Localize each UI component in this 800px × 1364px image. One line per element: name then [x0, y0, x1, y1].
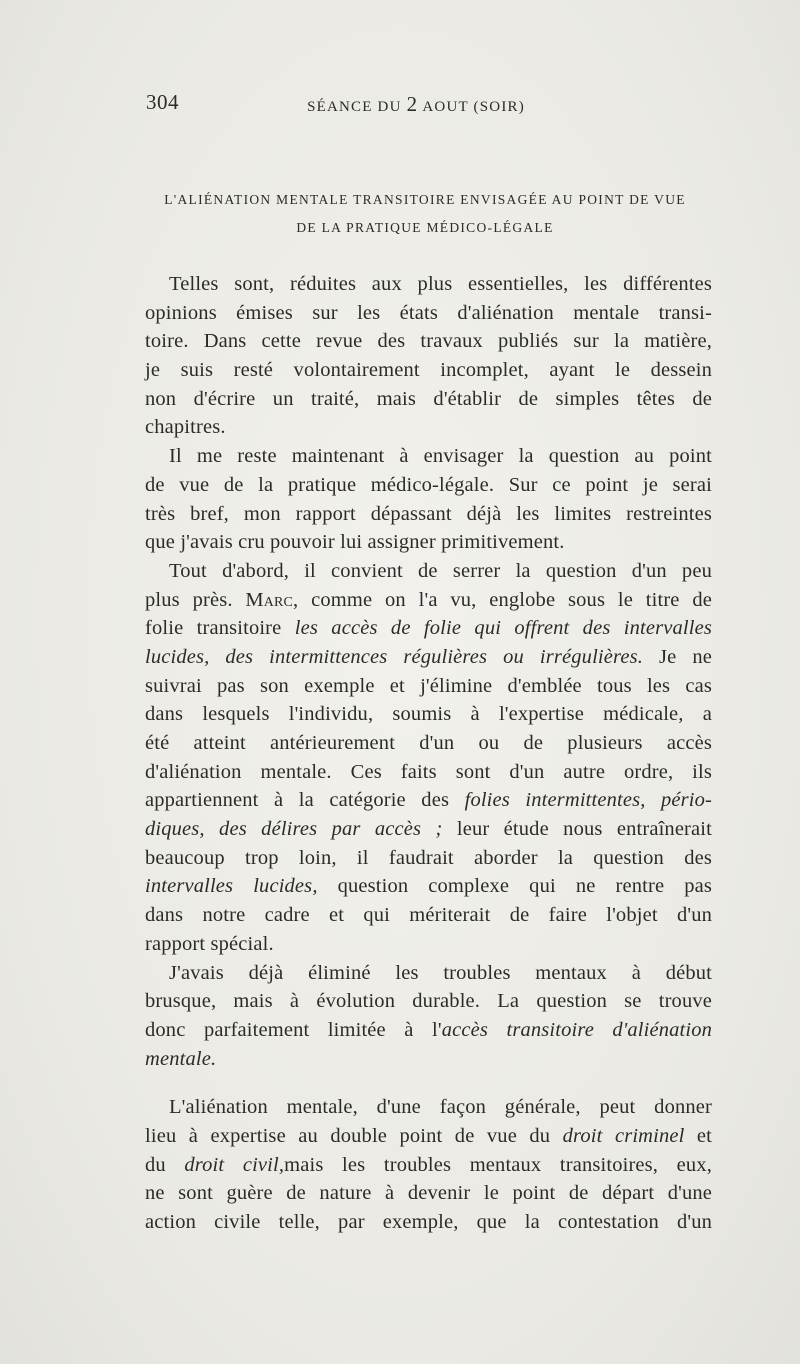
- text-line: Telles sont, réduites aux plus essentielles, les différentes: [169, 273, 712, 295]
- paragraph-gap: [145, 1073, 712, 1093]
- text-line: brusque, mais à évolution durable. La question se trouve: [145, 990, 712, 1013]
- text-line: du droit civil,mais les troubles mentaux transitoires, eux,: [145, 1153, 712, 1176]
- text-line: Tout d'abord, il convient de serrer la question d'un peu: [169, 559, 712, 582]
- text-line: J'avais déjà éliminé les troubles mentaux à début: [169, 961, 712, 984]
- text-line: intervalles lucides, question complexe qui ne rentre pas: [145, 875, 712, 898]
- text-line: opinions émises sur les états d'aliénation mentale transi-: [145, 301, 712, 324]
- chapter-title-line-1: L'ALIÉNATION MENTALE TRANSITOIRE ENVISAGÉE AU POINT DE VUE: [164, 192, 686, 207]
- text-line: non d'écrire un traité, mais d'établir de simples têtes de: [145, 387, 712, 410]
- text-line: donc parfaitement limitée à l'accès transitoire d'aliénation: [145, 1018, 712, 1041]
- text-line: plus près. Marc, comme on l'a vu, englobe sous le titre de: [145, 588, 712, 611]
- chapter-title: [130, 186, 720, 242]
- text-line: été atteint antérieurement d'un ou de plusieurs accès: [145, 732, 712, 754]
- paragraph-2: [145, 442, 712, 557]
- text-line: de vue de la pratique médico-légale. Sur ce point je serai: [145, 473, 712, 496]
- text-line: toire. Dans cette revue des travaux publiés sur la matière,: [145, 330, 712, 353]
- text-line: diques, des délires par accès ; leur étude nous entraînerait: [145, 818, 712, 841]
- text-line: Il me reste maintenant à envisager la question au point: [169, 445, 712, 468]
- text-line: je suis resté volontairement incomplet, ayant le dessein: [145, 359, 712, 382]
- paragraph-4: [145, 959, 712, 1074]
- text-line: dans lesquels l'individu, soumis à l'expertise médicale, a: [145, 703, 712, 726]
- text-line: d'aliénation mentale. Ces faits sont d'un autre ordre, ils: [145, 760, 712, 783]
- paragraph-5: [145, 1093, 712, 1236]
- chapter-title-line-2: DE LA PRATIQUE MÉDICO-LÉGALE: [296, 220, 554, 235]
- running-title: SÉANCE DU 2 AOUT (SOIR): [307, 92, 525, 116]
- text-line: que j'avais cru pouvoir lui assigner primitivement.: [145, 531, 565, 554]
- text-line: suivrai pas son exemple et j'élimine d'emblée tous les cas: [145, 674, 712, 697]
- text-line: ne sont guère de nature à devenir le point de départ d'une: [145, 1182, 712, 1205]
- text-line: folie transitoire les accès de folie qui offrent des intervalles: [145, 617, 712, 640]
- text-line: rapport spécial.: [145, 932, 274, 955]
- running-head: [146, 86, 716, 116]
- text-line: dans notre cadre et qui mériterait de faire l'objet d'un: [145, 904, 712, 927]
- text-line: action civile telle, par exemple, que la contestation d'un: [145, 1211, 712, 1233]
- text-line: chapitres.: [145, 416, 226, 439]
- paragraph-1: [145, 270, 712, 442]
- body-text: [145, 270, 712, 1237]
- text-line: L'aliénation mentale, d'une façon générale, peut donner: [169, 1096, 712, 1119]
- paragraph-3: [145, 557, 712, 959]
- text-line: mentale.: [145, 1047, 217, 1070]
- page-number: 304: [146, 90, 179, 114]
- text-line: beaucoup trop loin, il faudrait aborder la question des: [145, 846, 712, 869]
- text-line: lucides, des intermittences régulières ou irrégulières. Je ne: [145, 645, 712, 668]
- author-name: Marc: [245, 588, 294, 611]
- text-line: très bref, mon rapport dépassant déjà les limites restreintes: [145, 502, 712, 525]
- text-line: lieu à expertise au double point de vue du droit criminel et: [145, 1124, 713, 1147]
- text-line: appartiennent à la catégorie des folies intermittentes, pério-: [145, 789, 713, 812]
